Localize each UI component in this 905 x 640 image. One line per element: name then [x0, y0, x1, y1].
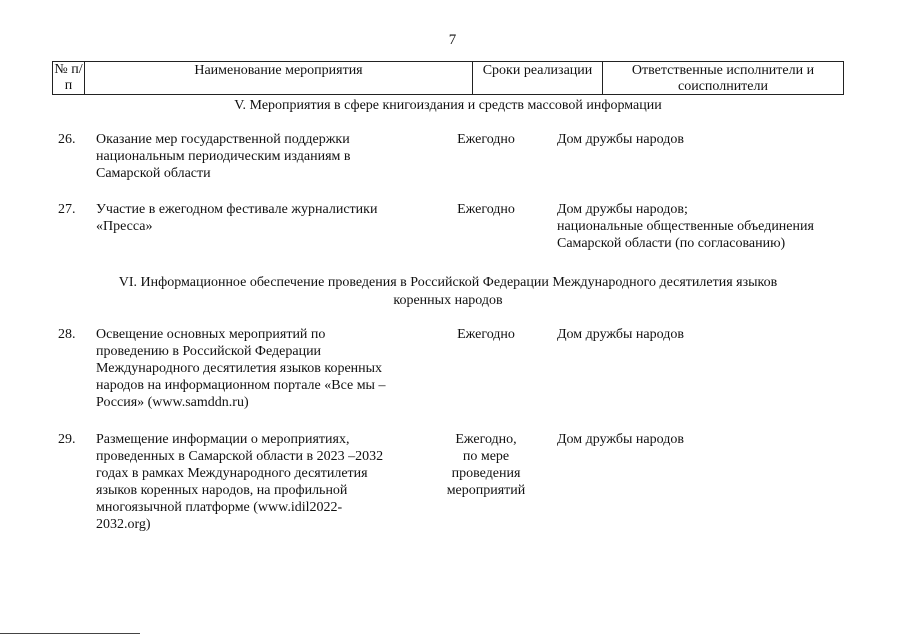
responsible-line: Дом дружбы народов: [557, 432, 684, 447]
responsible-line: Дом дружбы народов: [557, 327, 684, 342]
header-number-label: № п/п: [54, 62, 83, 93]
header-term-label: Сроки реализации: [482, 63, 593, 78]
term-line: по мере: [462, 449, 510, 464]
row-name: [96, 431, 426, 533]
section-title-line: VI. Информационное обеспечение проведения в Российской Федерации Международного десятилетия языков: [118, 275, 778, 290]
row-responsible: [557, 326, 847, 343]
header-number-cell: [53, 62, 85, 94]
row-name: [96, 201, 426, 235]
name-line: «Пресса»: [96, 219, 153, 234]
name-line: языков коренных народов, на профильной: [96, 483, 348, 498]
row-name: [96, 131, 426, 182]
responsible-line: Дом дружбы народов: [557, 132, 684, 147]
row-number: 27.: [58, 202, 76, 217]
row-number: 28.: [58, 327, 76, 342]
name-line: 2032.org): [96, 517, 151, 532]
name-line: Освещение основных мероприятий по: [96, 327, 326, 342]
term-line: мероприятий: [446, 483, 526, 498]
term-line: проведения: [451, 466, 521, 481]
name-line: проведению в Российской Федерации: [96, 344, 322, 359]
name-line: проведенных в Самарской области в 2023 –2032: [96, 449, 384, 464]
page-number: 7: [448, 32, 457, 48]
row-term: [432, 326, 540, 343]
header-responsible-cell: [603, 62, 843, 94]
name-line: Размещение информации о мероприятиях,: [96, 432, 350, 447]
row-term: [432, 131, 540, 148]
name-line: годах в рамках Международного десятилетия: [96, 466, 368, 481]
responsible-line: Дом дружбы народов;: [557, 202, 688, 217]
name-line: многоязычной платформе (www.idil2022-: [96, 500, 343, 515]
row-number: 26.: [58, 132, 76, 147]
page-bottom-rule: [0, 633, 140, 634]
term-line: Ежегодно: [457, 202, 515, 217]
name-line: Самарской области: [96, 166, 211, 181]
row-term: [432, 201, 540, 218]
header-term-cell: [473, 62, 603, 94]
responsible-line: Самарской области (по согласованию): [557, 236, 786, 251]
row-name: [96, 326, 426, 411]
section-title-line: коренных народов: [393, 293, 503, 308]
name-line: народов на информационном портале «Все мы –: [96, 378, 386, 393]
header-name-cell: [85, 62, 473, 94]
row-number: 29.: [58, 432, 76, 447]
row-responsible: [557, 131, 847, 148]
responsible-line: национальные общественные объединения: [557, 219, 814, 234]
header-responsible-label: Ответственные исполнители и соисполнители: [631, 63, 815, 94]
header-name-label: Наименование мероприятия: [194, 63, 363, 78]
term-line: Ежегодно,: [455, 432, 517, 447]
term-line: Ежегодно: [457, 327, 515, 342]
row-term: [432, 431, 540, 499]
section-title-vi: [52, 274, 844, 310]
table-header: [52, 61, 844, 95]
section-title-v: V. Мероприятия в сфере книгоиздания и средств массовой информации: [234, 98, 662, 113]
name-line: Участие в ежегодном фестивале журналистики: [96, 202, 378, 217]
name-line: Оказание мер государственной поддержки: [96, 132, 350, 147]
row-responsible: [557, 431, 847, 448]
row-responsible: [557, 201, 847, 252]
term-line: Ежегодно: [457, 132, 515, 147]
name-line: национальным периодическим изданиям в: [96, 149, 351, 164]
name-line: Россия» (www.samddn.ru): [96, 395, 249, 410]
name-line: Международного десятилетия языков коренных: [96, 361, 383, 376]
